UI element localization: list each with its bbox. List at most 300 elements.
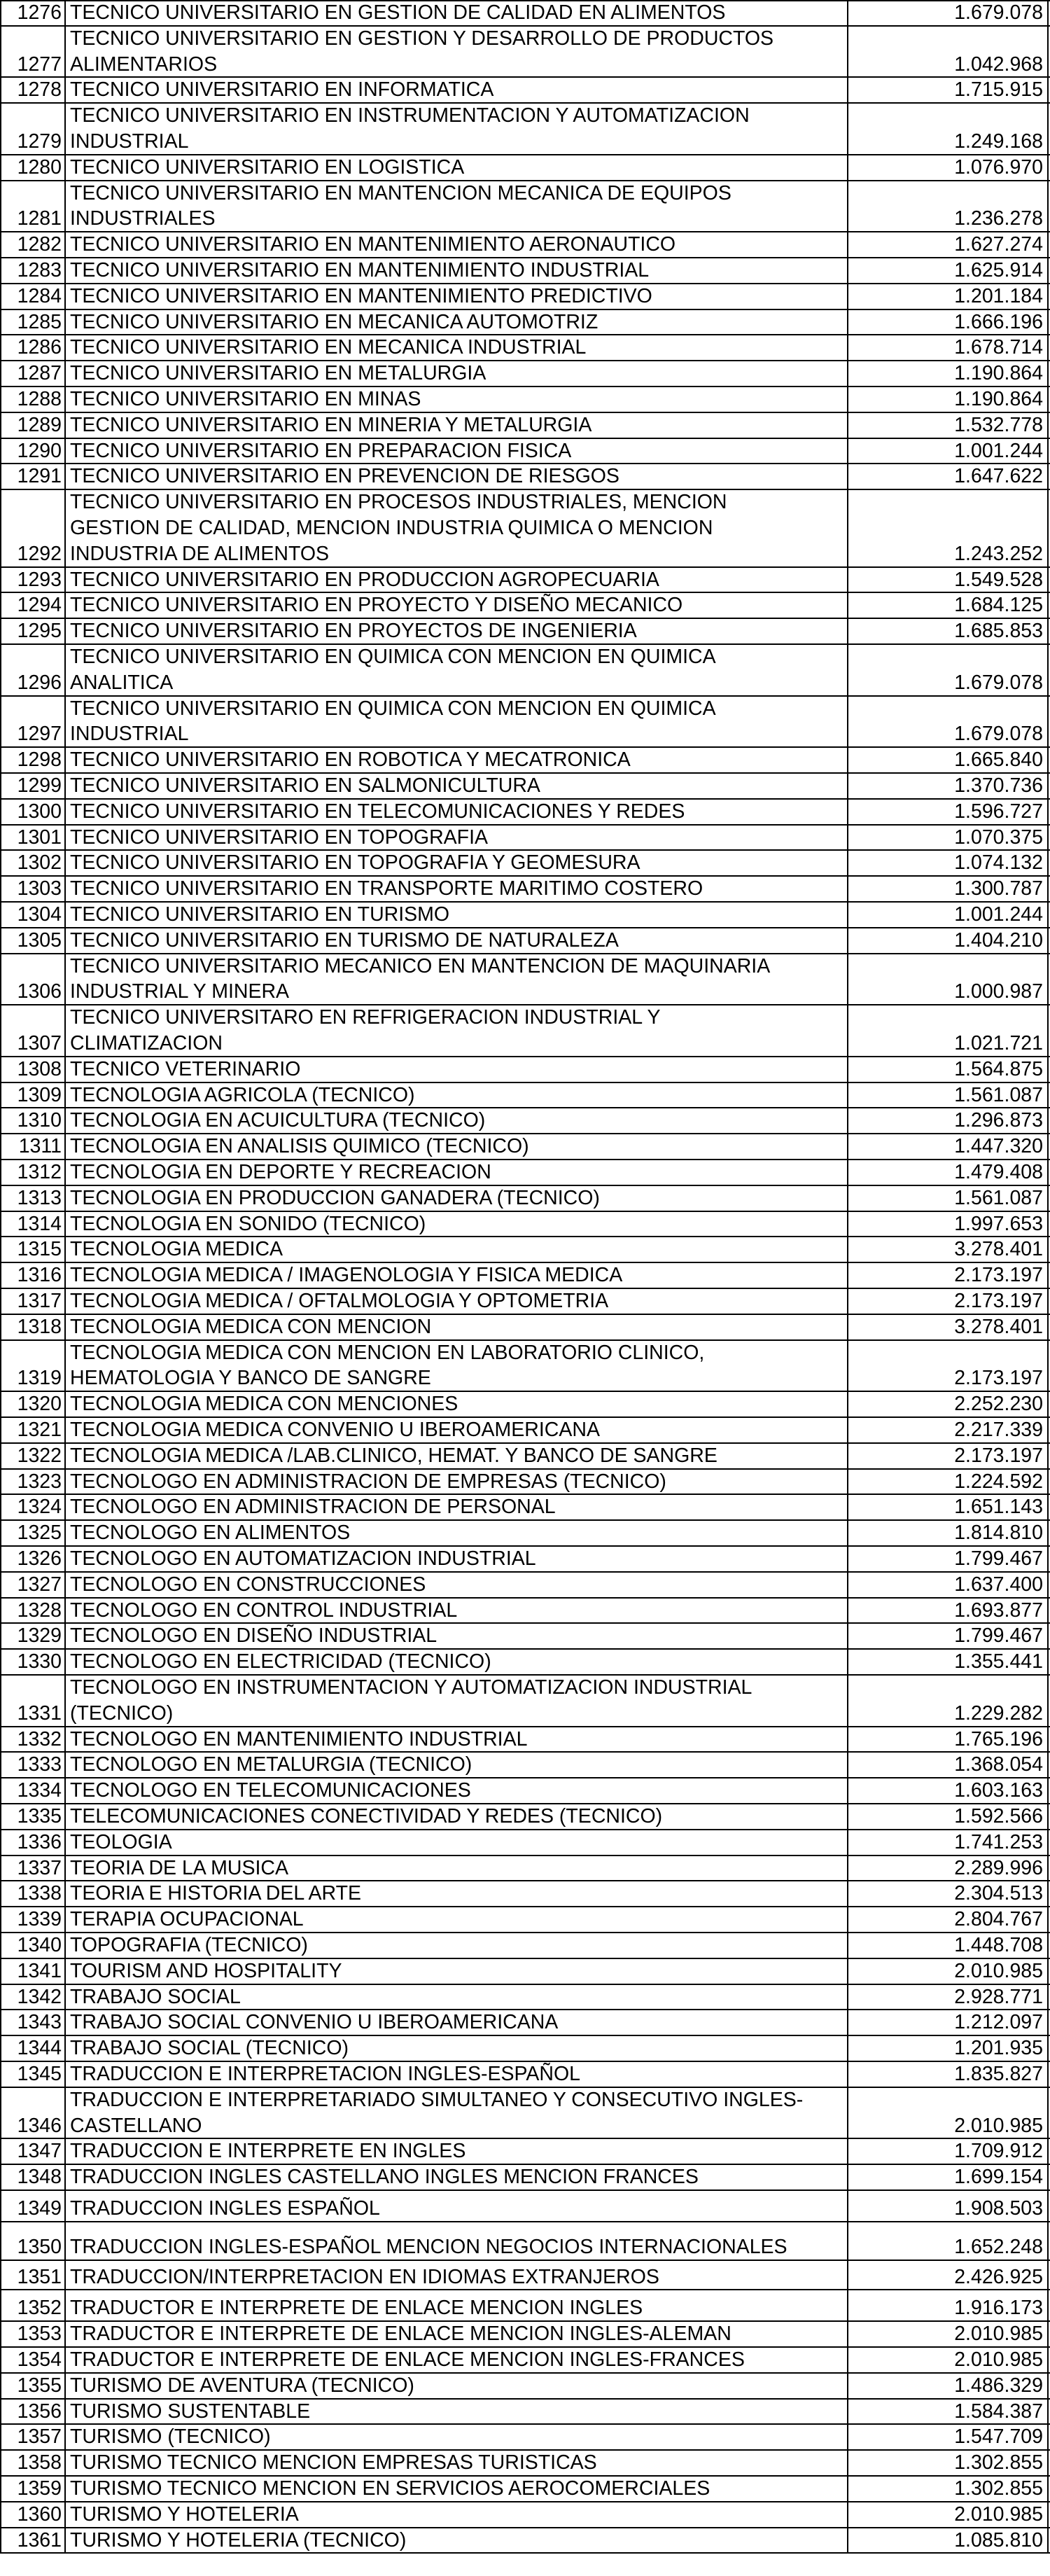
career-name <box>66 1958 847 1984</box>
row-number: 1298 <box>0 747 66 773</box>
salary-value: 1.592.566 <box>847 1804 1049 1830</box>
career-name <box>66 1778 847 1804</box>
row-number: 1353 <box>0 2321 66 2347</box>
career-name <box>66 1598 847 1624</box>
row-number: 1344 <box>0 2035 66 2061</box>
career-name <box>66 1752 847 1778</box>
row-number: 1307 <box>0 1005 66 1057</box>
table-row <box>0 1443 1050 1469</box>
salary-value: 2.304.513 <box>847 1881 1049 1907</box>
career-name <box>66 1649 847 1675</box>
career-name-line: TECNOLOGO EN AUTOMATIZACION INDUSTRIAL <box>70 1547 536 1570</box>
career-name-line: TURISMO DE AVENTURA (TECNICO) <box>70 2374 414 2397</box>
table-row <box>0 825 1050 851</box>
row-number: 1345 <box>0 2061 66 2087</box>
career-name <box>66 361 847 387</box>
career-name-line: TECNOLOGO EN CONSTRUCCIONES <box>70 1573 426 1596</box>
row-number: 1309 <box>0 1082 66 1108</box>
table-row <box>0 1314 1050 1340</box>
salary-value: 1.647.622 <box>847 464 1049 489</box>
career-name <box>66 2321 847 2347</box>
career-name <box>66 2164 847 2190</box>
career-name-line: TECNICO UNIVERSITARIO MECANICO EN MANTENCION DE MAQUINARIA <box>70 954 771 977</box>
salary-value: 1.715.915 <box>847 77 1049 103</box>
salary-value: 1.001.244 <box>847 438 1049 464</box>
table-row <box>0 181 1050 232</box>
row-number: 1338 <box>0 1881 66 1907</box>
table-row <box>0 618 1050 644</box>
career-name-line: TECNOLOGO EN ELECTRICIDAD (TECNICO) <box>70 1650 491 1673</box>
salary-value: 2.010.985 <box>847 1958 1049 1984</box>
career-name-line: TECNICO UNIVERSITARIO EN GESTION Y DESARROLLO DE PRODUCTOS <box>70 27 774 50</box>
career-name <box>66 2260 847 2290</box>
row-number: 1342 <box>0 1984 66 2010</box>
career-name-line: TECNOLOGIA EN SONIDO (TECNICO) <box>70 1212 426 1235</box>
career-name-line: TECNICO UNIVERSITARIO EN ROBOTICA Y MECATRONICA <box>70 749 631 772</box>
table-row <box>0 77 1050 103</box>
salary-value: 2.010.985 <box>847 2502 1049 2528</box>
career-name-line: TRADUCCION/INTERPRETACION EN IDIOMAS EXTRANJEROS <box>70 2265 659 2288</box>
salary-value: 2.217.339 <box>847 1417 1049 1443</box>
salary-value: 2.173.197 <box>847 1288 1049 1314</box>
career-name <box>66 387 847 412</box>
career-name <box>66 1572 847 1598</box>
table-row <box>0 1752 1050 1778</box>
career-name <box>66 335 847 361</box>
row-number: 1343 <box>0 2010 66 2035</box>
career-name <box>66 2010 847 2035</box>
salary-value: 2.010.985 <box>847 2087 1049 2139</box>
salary-value: 1.685.853 <box>847 618 1049 644</box>
career-name <box>66 181 847 232</box>
career-name-line: TRABAJO SOCIAL <box>70 1985 241 2008</box>
career-name-line: TECNICO UNIVERSITARIO EN TELECOMUNICACIONES Y REDES <box>70 800 685 823</box>
row-number: 1319 <box>0 1340 66 1392</box>
career-name-line: INDUSTRIAL Y MINERA <box>70 980 290 1003</box>
row-number: 1360 <box>0 2502 66 2528</box>
career-name-line: TECNICO UNIVERSITARIO EN TRANSPORTE MARITIMO COSTERO <box>70 877 704 900</box>
career-name-line: TRADUCCION INGLES CASTELLANO INGLES MENCION FRANCES <box>70 2166 699 2189</box>
table-row <box>0 1057 1050 1082</box>
row-number: 1313 <box>0 1185 66 1211</box>
row-number: 1293 <box>0 567 66 593</box>
career-name-line: INDUSTRIALES <box>70 207 216 230</box>
table-row <box>0 1984 1050 2010</box>
row-number: 1301 <box>0 825 66 851</box>
career-name <box>66 2373 847 2399</box>
career-name-line: TECNICO UNIVERSITARIO EN PREVENCION DE RIESGOS <box>70 465 620 488</box>
table-row <box>0 1727 1050 1753</box>
row-number: 1336 <box>0 1830 66 1856</box>
career-name <box>66 2476 847 2502</box>
table-row <box>0 489 1050 566</box>
table-row <box>0 850 1050 876</box>
row-number: 1305 <box>0 928 66 954</box>
row-divider <box>0 2552 1050 2554</box>
salary-value: 1.679.078 <box>847 696 1049 748</box>
row-number: 1332 <box>0 1727 66 1753</box>
row-number: 1325 <box>0 1520 66 1546</box>
salary-value: 1.085.810 <box>847 2528 1049 2554</box>
career-name-line: TECNICO VETERINARIO <box>70 1057 301 1080</box>
career-name <box>66 309 847 335</box>
row-number: 1321 <box>0 1417 66 1443</box>
salary-value: 1.296.873 <box>847 1108 1049 1134</box>
career-name-line: TECNOLOGO EN DISEÑO INDUSTRIAL <box>70 1624 438 1648</box>
career-name <box>66 850 847 876</box>
career-name-line: TEORIA E HISTORIA DEL ARTE <box>70 1882 362 1905</box>
row-number: 1352 <box>0 2290 66 2321</box>
table-row <box>0 1830 1050 1856</box>
career-name-line: TECNOLOGO EN MANTENIMIENTO INDUSTRIAL <box>70 1727 528 1750</box>
row-number: 1348 <box>0 2164 66 2190</box>
row-number: 1318 <box>0 1314 66 1340</box>
table-row <box>0 876 1050 902</box>
row-number: 1279 <box>0 103 66 155</box>
row-number: 1286 <box>0 335 66 361</box>
career-name <box>66 1262 847 1288</box>
salary-value: 1.741.253 <box>847 1830 1049 1856</box>
career-name-line: TECNICO UNIVERSITARIO EN INFORMATICA <box>70 78 494 102</box>
career-name-line: TECNOLOGO EN ADMINISTRACION DE EMPRESAS (TECNICO) <box>70 1470 666 1493</box>
row-number: 1312 <box>0 1160 66 1185</box>
table-row <box>0 1778 1050 1804</box>
salary-value: 1.074.132 <box>847 850 1049 876</box>
career-name-line: ANALITICA <box>70 671 174 694</box>
row-number: 1287 <box>0 361 66 387</box>
salary-value: 2.173.197 <box>847 1340 1049 1392</box>
salary-value: 1.404.210 <box>847 928 1049 954</box>
table-row <box>0 0 1050 26</box>
row-number: 1308 <box>0 1057 66 1082</box>
career-name <box>66 1211 847 1237</box>
career-name <box>66 773 847 799</box>
row-number: 1350 <box>0 2222 66 2260</box>
salary-value: 1.627.274 <box>847 232 1049 258</box>
row-number: 1358 <box>0 2450 66 2476</box>
salary-value: 1.765.196 <box>847 1727 1049 1753</box>
table-row <box>0 696 1050 748</box>
career-name-line: TECNICO UNIVERSITARIO EN MINAS <box>70 388 421 410</box>
career-name <box>66 1856 847 1881</box>
career-name-line: TECNICO UNIVERSITARIO EN TOPOGRAFIA Y GEOMESURA <box>70 851 640 875</box>
career-name-line: TECNOLOGO EN TELECOMUNICACIONES <box>70 1779 471 1802</box>
table-row <box>0 902 1050 928</box>
career-name <box>66 103 847 155</box>
career-name <box>66 2502 847 2528</box>
career-name-line: CLIMATIZACION <box>70 1031 223 1054</box>
career-name-line: TRABAJO SOCIAL (TECNICO) <box>70 2037 349 2060</box>
career-name <box>66 1340 847 1392</box>
table-row <box>0 284 1050 309</box>
salary-value: 1.584.387 <box>847 2399 1049 2425</box>
table-row <box>0 1572 1050 1598</box>
salary-value: 1.603.163 <box>847 1778 1049 1804</box>
table-row <box>0 1623 1050 1649</box>
career-name <box>66 1675 847 1727</box>
career-name <box>66 1907 847 1933</box>
career-name-line: TECNICO UNIVERSITARIO EN MANTENCION MECANICA DE EQUIPOS <box>70 181 732 204</box>
table-row <box>0 1340 1050 1392</box>
career-name <box>66 1005 847 1057</box>
salary-value: 1.596.727 <box>847 799 1049 825</box>
row-number: 1278 <box>0 77 66 103</box>
career-name <box>66 464 847 489</box>
row-number: 1282 <box>0 232 66 258</box>
salary-value: 1.229.282 <box>847 1675 1049 1727</box>
career-name <box>66 1546 847 1572</box>
salary-value: 1.042.968 <box>847 26 1049 78</box>
salary-value: 1.814.810 <box>847 1520 1049 1546</box>
row-number: 1285 <box>0 309 66 335</box>
row-number: 1300 <box>0 799 66 825</box>
row-number: 1316 <box>0 1262 66 1288</box>
career-name-line: TECNOLOGIA MEDICA / IMAGENOLOGIA Y FISICA MEDICA <box>70 1264 623 1287</box>
career-name <box>66 1984 847 2010</box>
career-name-line: TRADUCTOR E INTERPRETE DE ENLACE MENCION INGLES-FRANCES <box>70 2348 745 2371</box>
table-row <box>0 2347 1050 2373</box>
career-name <box>66 2399 847 2425</box>
career-name-line: TECNICO UNIVERSITARIO EN LOGISTICA <box>70 155 465 179</box>
career-name-line: TECNICO UNIVERSITARIO EN PRODUCCION AGROPECUARIA <box>70 568 659 591</box>
career-name-line: TECNICO UNIVERSITARIO EN MECANICA INDUSTRIAL <box>70 336 587 359</box>
salary-value: 1.448.708 <box>847 1933 1049 1958</box>
table-row <box>0 1417 1050 1443</box>
career-name-line: TECNOLOGO EN ALIMENTOS <box>70 1522 351 1545</box>
salary-value: 1.001.244 <box>847 902 1049 928</box>
career-name <box>66 1134 847 1160</box>
salary-value: 2.173.197 <box>847 1443 1049 1469</box>
table-row <box>0 567 1050 593</box>
table-row <box>0 2502 1050 2528</box>
table-row <box>0 2035 1050 2061</box>
row-number: 1294 <box>0 592 66 618</box>
career-name <box>66 825 847 851</box>
table-row <box>0 1598 1050 1624</box>
table-row <box>0 773 1050 799</box>
career-name <box>66 232 847 258</box>
table-row <box>0 644 1050 696</box>
salary-value: 1.678.714 <box>847 335 1049 361</box>
career-name-line: TECNOLOGO EN ADMINISTRACION DE PERSONAL <box>70 1496 556 1519</box>
table-row <box>0 1469 1050 1495</box>
career-name-line: CASTELLANO <box>70 2114 202 2137</box>
career-name <box>66 2450 847 2476</box>
salary-value: 1.561.087 <box>847 1082 1049 1108</box>
career-name <box>66 2061 847 2087</box>
row-number: 1330 <box>0 1649 66 1675</box>
career-name <box>66 0 847 26</box>
salary-value: 1.201.935 <box>847 2035 1049 2061</box>
career-name-line: TECNICO UNIVERSITARIO EN QUIMICA CON MENCION EN QUIMICA <box>70 697 716 720</box>
career-name <box>66 618 847 644</box>
career-name-line: INDUSTRIAL <box>70 130 189 153</box>
career-name-line: TEOLOGIA <box>70 1830 172 1853</box>
career-name <box>66 1469 847 1495</box>
table-row <box>0 1675 1050 1727</box>
salary-value: 1.799.467 <box>847 1623 1049 1649</box>
career-name-line: TECNOLOGIA MEDICA <box>70 1238 284 1261</box>
salary-value: 1.370.736 <box>847 773 1049 799</box>
career-name <box>66 412 847 438</box>
row-number: 1283 <box>0 258 66 284</box>
career-name-line: TURISMO SUSTENTABLE <box>70 2400 311 2423</box>
career-name-line: TOPOGRAFIA (TECNICO) <box>70 1934 308 1956</box>
row-number: 1349 <box>0 2190 66 2222</box>
row-number: 1311 <box>0 1134 66 1160</box>
salary-value: 1.302.855 <box>847 2476 1049 2502</box>
career-name <box>66 954 847 1005</box>
table-row <box>0 2321 1050 2347</box>
career-name-line: TECNICO UNIVERSITARIO EN MANTENIMIENTO AERONAUTICO <box>70 233 676 256</box>
table-row <box>0 438 1050 464</box>
salary-value: 1.564.875 <box>847 1057 1049 1082</box>
table-row <box>0 361 1050 387</box>
row-number: 1357 <box>0 2424 66 2450</box>
table-row <box>0 1134 1050 1160</box>
salary-value: 1.625.914 <box>847 258 1049 284</box>
table-row <box>0 2424 1050 2450</box>
table-row <box>0 2138 1050 2164</box>
table-row <box>0 954 1050 1005</box>
career-name <box>66 1057 847 1082</box>
salary-value: 1.665.840 <box>847 747 1049 773</box>
salary-value: 1.000.987 <box>847 954 1049 1005</box>
career-name <box>66 1391 847 1417</box>
salary-value: 1.679.078 <box>847 0 1049 26</box>
career-name <box>66 155 847 181</box>
table-row <box>0 2190 1050 2222</box>
row-number: 1359 <box>0 2476 66 2502</box>
career-name-line: TRADUCCION E INTERPRETACION INGLES-ESPAÑOL <box>70 2063 580 2085</box>
table-row <box>0 387 1050 412</box>
career-name <box>66 2222 847 2260</box>
career-name-line: TECNICO UNIVERSITARIO EN MECANICA AUTOMOTRIZ <box>70 310 598 333</box>
salary-value: 1.368.054 <box>847 1752 1049 1778</box>
career-name <box>66 2424 847 2450</box>
salary-value: 2.928.771 <box>847 1984 1049 2010</box>
table-row <box>0 2290 1050 2321</box>
table-row <box>0 1185 1050 1211</box>
career-name-line: GESTION DE CALIDAD, MENCION INDUSTRIA QUIMICA O MENCION <box>70 516 713 539</box>
row-number: 1326 <box>0 1546 66 1572</box>
table-row <box>0 1856 1050 1881</box>
salary-value: 1.201.184 <box>847 284 1049 309</box>
career-name-line: TURISMO TECNICO MENCION EMPRESAS TURISTICAS <box>70 2451 597 2474</box>
salary-value: 1.070.375 <box>847 825 1049 851</box>
table-row <box>0 1160 1050 1185</box>
row-number: 1302 <box>0 850 66 876</box>
row-number: 1323 <box>0 1469 66 1495</box>
table-row <box>0 1108 1050 1134</box>
table-row <box>0 232 1050 258</box>
salary-value: 1.243.252 <box>847 489 1049 566</box>
table-row <box>0 1237 1050 1262</box>
career-name <box>66 2087 847 2139</box>
row-number: 1355 <box>0 2373 66 2399</box>
table-row <box>0 1288 1050 1314</box>
row-number: 1290 <box>0 438 66 464</box>
career-name <box>66 1160 847 1185</box>
career-name-line: TECNOLOGIA AGRICOLA (TECNICO) <box>70 1083 415 1106</box>
career-name <box>66 1933 847 1958</box>
career-name-line: TECNOLOGIA EN ANALISIS QUIMICO (TECNICO) <box>70 1135 529 1158</box>
career-name-line: TECNOLOGIA MEDICA CONVENIO U IBEROAMERICANA <box>70 1419 600 1441</box>
career-name-line: TECNICO UNIVERSITARIO EN MANTENIMIENTO PREDICTIVO <box>70 284 652 307</box>
career-name-line: TECNICO UNIVERSITARIO EN GESTION DE CALIDAD EN ALIMENTOS <box>70 1 726 24</box>
row-number: 1306 <box>0 954 66 1005</box>
salary-value: 1.224.592 <box>847 1469 1049 1495</box>
salary-value: 1.249.168 <box>847 103 1049 155</box>
career-name-line: TECNICO UNIVERSITARIO EN SALMONICULTURA <box>70 774 540 797</box>
salary-value: 1.652.248 <box>847 2222 1049 2260</box>
salary-value: 1.021.721 <box>847 1005 1049 1057</box>
row-number: 1341 <box>0 1958 66 1984</box>
salary-value: 1.684.125 <box>847 592 1049 618</box>
table-row <box>0 2010 1050 2035</box>
table-row <box>0 928 1050 954</box>
table-row <box>0 747 1050 773</box>
table-row <box>0 103 1050 155</box>
table-row <box>0 1262 1050 1288</box>
career-name <box>66 1881 847 1907</box>
table-row <box>0 592 1050 618</box>
table-row <box>0 335 1050 361</box>
career-name-line: TECNICO UNIVERSITARIO EN PROCESOS INDUSTRIALES, MENCION <box>70 491 727 514</box>
career-name-line: TRADUCCION E INTERPRETE EN INGLES <box>70 2140 466 2163</box>
row-number: 1322 <box>0 1443 66 1469</box>
career-name <box>66 1314 847 1340</box>
career-name-line: TECNOLOGIA MEDICA CON MENCION EN LABORATORIO CLINICO, <box>70 1341 705 1364</box>
salary-value: 3.278.401 <box>847 1314 1049 1340</box>
table-row <box>0 1907 1050 1933</box>
row-number: 1346 <box>0 2087 66 2139</box>
row-number: 1288 <box>0 387 66 412</box>
career-name <box>66 747 847 773</box>
row-number: 1315 <box>0 1237 66 1262</box>
table-row <box>0 1958 1050 1984</box>
table-row <box>0 1546 1050 1572</box>
row-number: 1304 <box>0 902 66 928</box>
career-name-line: TURISMO Y HOTELERIA (TECNICO) <box>70 2528 407 2551</box>
salary-value: 1.666.196 <box>847 309 1049 335</box>
salary-value: 2.289.996 <box>847 1856 1049 1881</box>
career-name-line: TEORIA DE LA MUSICA <box>70 1856 288 1879</box>
row-number: 1317 <box>0 1288 66 1314</box>
career-name-line: TOURISM AND HOSPITALITY <box>70 1959 342 1982</box>
salary-value: 1.916.173 <box>847 2290 1049 2321</box>
career-name <box>66 489 847 566</box>
row-number: 1329 <box>0 1623 66 1649</box>
career-name <box>66 876 847 902</box>
row-number: 1347 <box>0 2138 66 2164</box>
career-name-line: TRABAJO SOCIAL CONVENIO U IBEROAMERICANA <box>70 2011 559 2034</box>
table-row <box>0 1005 1050 1057</box>
career-name-line: TURISMO (TECNICO) <box>70 2425 271 2449</box>
career-name <box>66 644 847 696</box>
table-row <box>0 155 1050 181</box>
career-name-line: TECNOLOGIA MEDICA CON MENCION <box>70 1315 432 1338</box>
salary-value: 1.302.855 <box>847 2450 1049 2476</box>
row-number: 1296 <box>0 644 66 696</box>
table-row <box>0 412 1050 438</box>
career-name-line: TECNOLOGIA EN DEPORTE Y RECREACION <box>70 1161 491 1183</box>
row-number: 1291 <box>0 464 66 489</box>
career-name-line: TECNOLOGO EN CONTROL INDUSTRIAL <box>70 1599 458 1622</box>
career-name-line: TECNICO UNIVERSITARIO EN MANTENIMIENTO INDUSTRIAL <box>70 259 650 281</box>
row-number: 1327 <box>0 1572 66 1598</box>
row-number: 1333 <box>0 1752 66 1778</box>
